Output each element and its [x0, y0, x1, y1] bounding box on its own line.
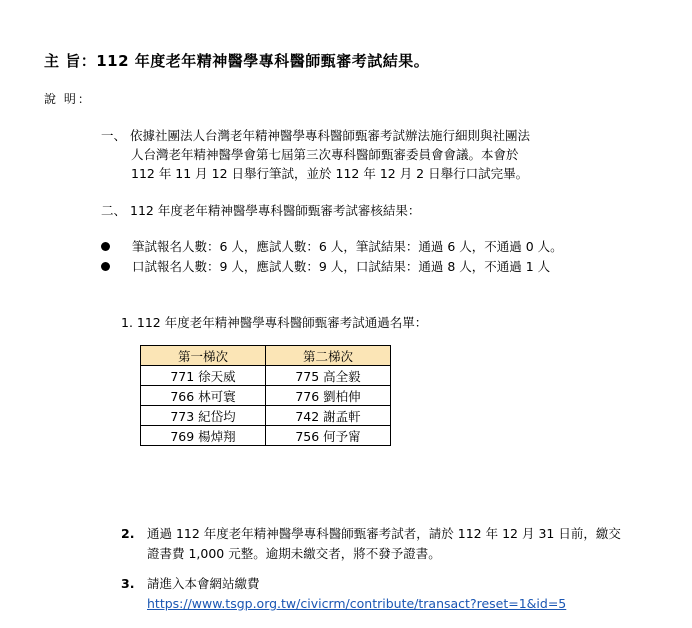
table-row: [141, 426, 391, 446]
item-two-marker: 二、: [101, 203, 127, 218]
table-cell: 775 高全毅: [266, 366, 391, 386]
table-cell: 742 謝孟軒: [266, 406, 391, 426]
note-number: 2.: [121, 526, 135, 541]
table-row: [141, 366, 391, 386]
table-cell: 769 楊焯翔: [141, 426, 266, 446]
table-cell: 756 何予甯: [266, 426, 391, 446]
note-certificate-fee: [121, 524, 621, 564]
table-row: [141, 386, 391, 406]
bullet-dot-icon: [101, 262, 110, 271]
payment-link[interactable]: https://www.tsgp.org.tw/civicrm/contribute/transact?reset=1&id=5: [147, 596, 567, 611]
item-one-line-1: 一、 依據社團法人台灣老年精神醫學專科醫師甄審考試辦法施行細則與社團法: [101, 128, 531, 143]
note-text: 請進入本會網站繳費: [147, 576, 260, 591]
bullet-oral-exam: 口試報名人數：9 人，應試人數：9 人，口試結果：通過 8 人，不通過 1 人: [101, 257, 550, 275]
note-number: 3.: [121, 576, 135, 591]
item-one-line-3: 112 年 11 月 12 日舉行筆試，並於 112 年 12 月 2 日舉行口試完畢。: [131, 166, 529, 181]
table-cell: 766 林可寰: [141, 386, 266, 406]
table-cell: 776 劉柏伸: [266, 386, 391, 406]
explanation-label: 說 明：: [44, 92, 92, 106]
table-cell: 771 徐天威: [141, 366, 266, 386]
table-cell: 773 紀岱均: [141, 406, 266, 426]
item-two: [101, 201, 420, 219]
item-one: [101, 126, 530, 183]
table-row: [141, 406, 391, 426]
note-text: 通過 112 年度老年精神醫學專科醫師甄審考試者，請於 112 年 12 月 31 日前，繳交: [147, 526, 621, 541]
note-text: 證書費 1,000 元整。逾期未繳交者，將不發予證書。: [147, 546, 441, 561]
subject-line: 主 旨：112 年度老年精神醫學專科醫師甄審考試結果。: [44, 52, 430, 70]
table-header: 第一梯次: [141, 346, 266, 366]
bullet-dot-icon: [101, 242, 110, 251]
table-header: 第二梯次: [266, 346, 391, 366]
item-one-line-2: 人台灣老年精神醫學會第七屆第三次專科醫師甄審委員會會議。本會於: [131, 147, 519, 162]
note-payment: [121, 574, 566, 614]
pass-list-table: [140, 345, 391, 446]
item-one-marker: 一、: [101, 128, 127, 143]
item-two-text: 112 年度老年精神醫學專科醫師甄審考試審核結果：: [130, 203, 421, 218]
bullet-written-exam: 筆試報名人數：6 人，應試人數：6 人，筆試結果：通過 6 人，不通過 0 人。: [101, 237, 563, 255]
pass-list-title: 1. 112 年度老年精神醫學專科醫師甄審考試通過名單：: [121, 315, 428, 330]
table-header-row: [141, 346, 391, 366]
